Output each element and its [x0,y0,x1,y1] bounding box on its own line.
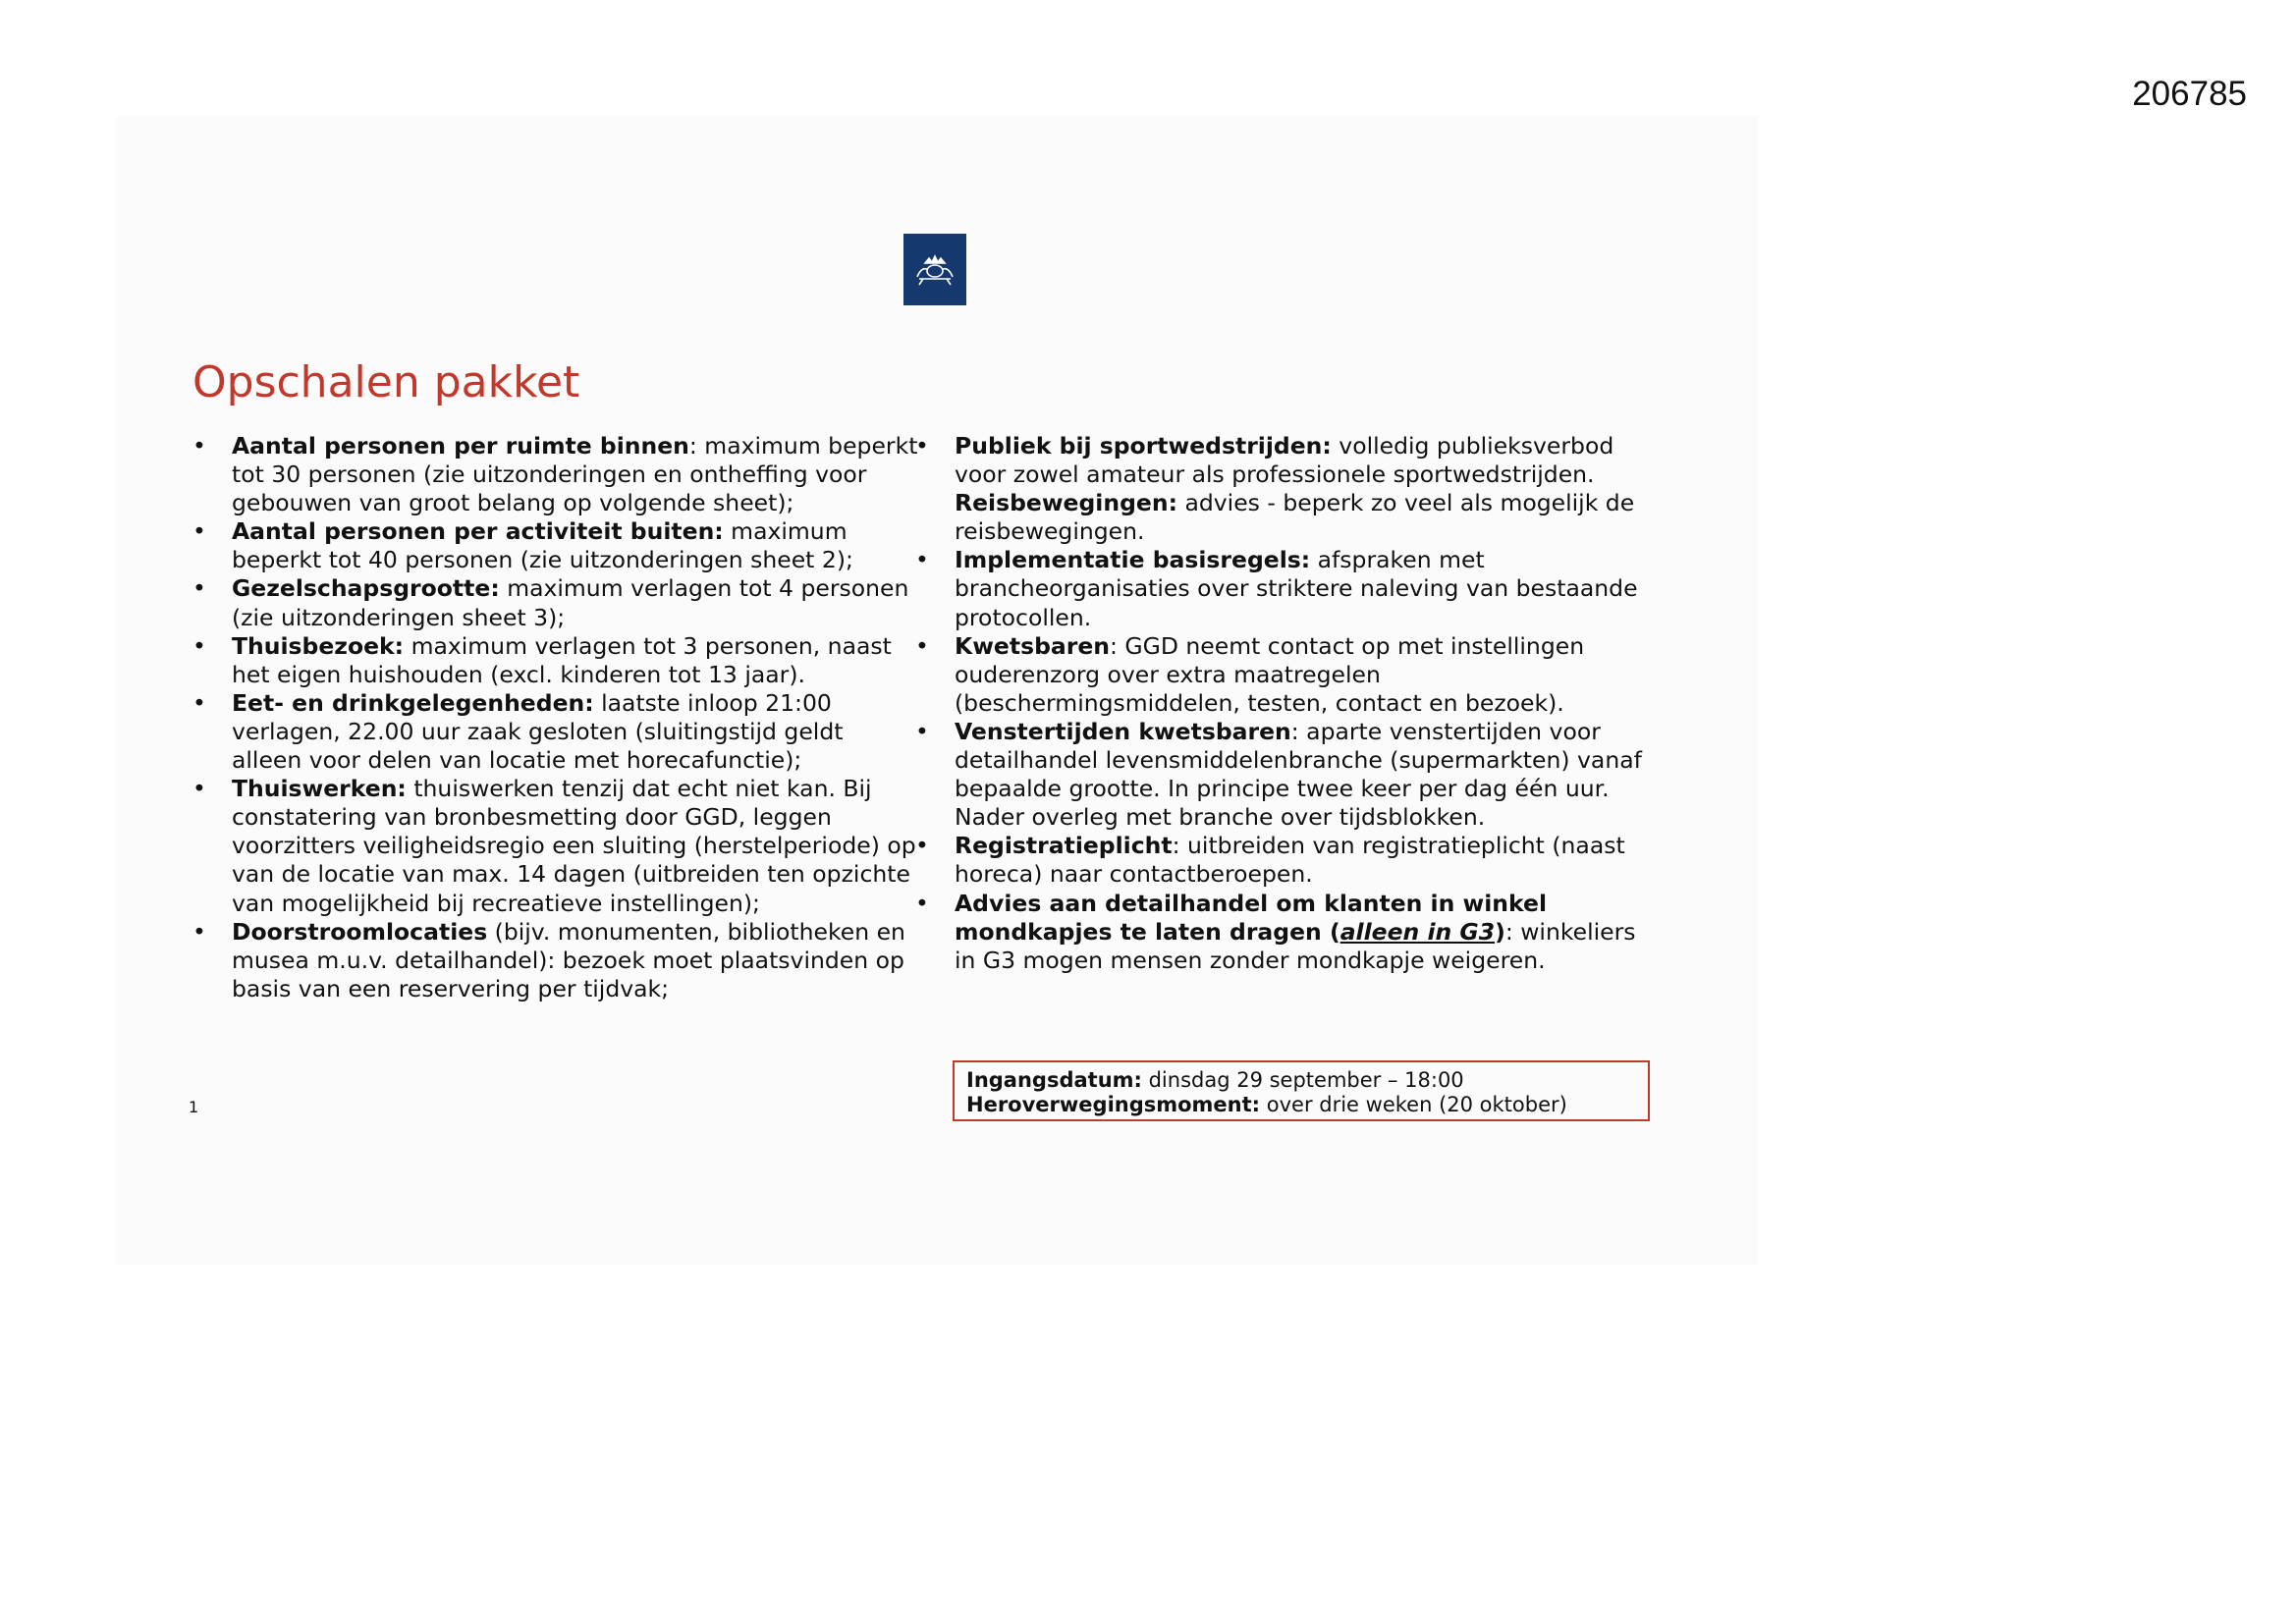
effective-date-line [966,1068,1636,1093]
list-item [915,890,1647,975]
item-text: maximum verlagen tot 3 personen, naast het eigen huishouden (excl. kinderen tot 13 jaar). [232,631,892,688]
item-text: thuiswerken tenzij dat echt niet kan. Bij constatering van bronbesmetting door GGD, leggen voorzitters veiligheidsregio een sluiting (herstelperiode) op van de locatie van max. 14 dagen (uitbreiden ten opzichte van mogelijkheid bij recreatieve instellingen); [232,775,916,917]
list-item [192,517,919,574]
list-item [915,718,1647,832]
item-heading: Implementatie basisregels: [955,546,1311,574]
reconsideration-label: Heroverwegingsmoment: [966,1093,1261,1116]
item-text: volledig publieksverbod voor zowel amateur als professionele sportwedstrijden. [955,432,1614,489]
effective-date-box [953,1060,1650,1121]
effective-date-label: Ingangsdatum: [966,1068,1142,1092]
list-item [192,574,919,631]
item-heading-part: Advies aan detailhandel om klanten in winkel mondkapjes te laten dragen ( [955,889,1548,946]
rijksoverheid-logo-icon [903,234,966,305]
item-text: : winkeliers in G3 mogen mensen zonder mondkapje weigeren. [955,917,1636,974]
list-item [192,775,919,917]
item-heading: Venstertijden kwetsbaren [955,717,1291,745]
item-heading: Reisbewegingen: [955,489,1177,517]
reconsideration-line [966,1093,1636,1117]
document-number: 206785 [2132,75,2247,113]
item-heading: Publiek bij sportwedstrijden: [955,432,1332,460]
list-item [915,489,1647,546]
list-item [192,689,919,775]
right-measures-list [915,432,1647,975]
emphasis-text: alleen in G3 [1339,917,1496,946]
item-text: : aparte venstertijden voor detailhandel levensmiddelenbranche (supermarkten) vanaf bepaalde grootte. In principe twee keer per dag één uur. Nader overleg met branche over tijdsblokken. [955,717,1642,832]
item-heading: Eet- en drinkgelegenheden: [232,688,594,717]
list-item [915,632,1647,718]
item-heading-part: ) [1495,917,1505,946]
item-heading: Doorstroomlocaties [232,917,488,946]
effective-date-value: dinsdag 29 september – 18:00 [1141,1068,1464,1092]
item-heading: Thuiswerken: [232,775,407,803]
list-item [192,632,919,689]
list-item [915,546,1647,631]
page-number: 1 [189,1098,199,1116]
item-heading: Aantal personen per activiteit buiten: [232,517,724,546]
list-item [915,432,1647,489]
item-text: laatste inloop 21:00 verlagen, 22.00 uur zaak gesloten (sluitingstijd geldt alleen voor delen van locatie met horecafunctie); [232,688,844,775]
item-text: : uitbreiden van registratieplicht (naast horeca) naar contactberoepen. [955,832,1625,889]
item-text: (bijv. monumenten, bibliotheken en musea m.u.v. detailhandel): bezoek moet plaatsvinden op basis van een reservering per tijdvak; [232,917,905,1002]
item-text: advies - beperk zo veel als mogelijk de reisbewegingen. [955,489,1635,546]
list-item [192,918,919,1003]
item-text: : GGD neemt contact op met instellingen ouderenzorg over extra maatregelen (beschermingsmiddelen, testen, contact en bezoek). [955,631,1585,717]
list-item [915,832,1647,889]
item-text: maximum beperkt tot 40 personen (zie uitzonderingen sheet 2); [232,517,853,574]
item-heading [955,890,1547,946]
item-heading: Aantal personen per ruimte binnen [232,432,689,460]
item-text: afspraken met brancheorganisaties over striktere naleving van bestaande protocollen. [955,546,1638,631]
item-heading: Gezelschapsgrootte: [232,574,500,603]
page-title: Opschalen pakket [192,357,580,407]
item-text: maximum verlagen tot 4 personen (zie uitzonderingen sheet 3); [232,574,909,631]
list-item [192,432,919,517]
left-measures-list [192,432,919,1003]
item-heading: Kwetsbaren [955,631,1111,660]
reconsideration-value: over drie weken (20 oktober) [1260,1093,1567,1116]
item-text: : maximum beperkt tot 30 personen (zie uitzonderingen en ontheffing voor gebouwen van groot belang op volgende sheet); [232,432,918,517]
item-heading: Thuisbezoek: [232,631,405,660]
item-heading: Registratieplicht [955,832,1173,860]
